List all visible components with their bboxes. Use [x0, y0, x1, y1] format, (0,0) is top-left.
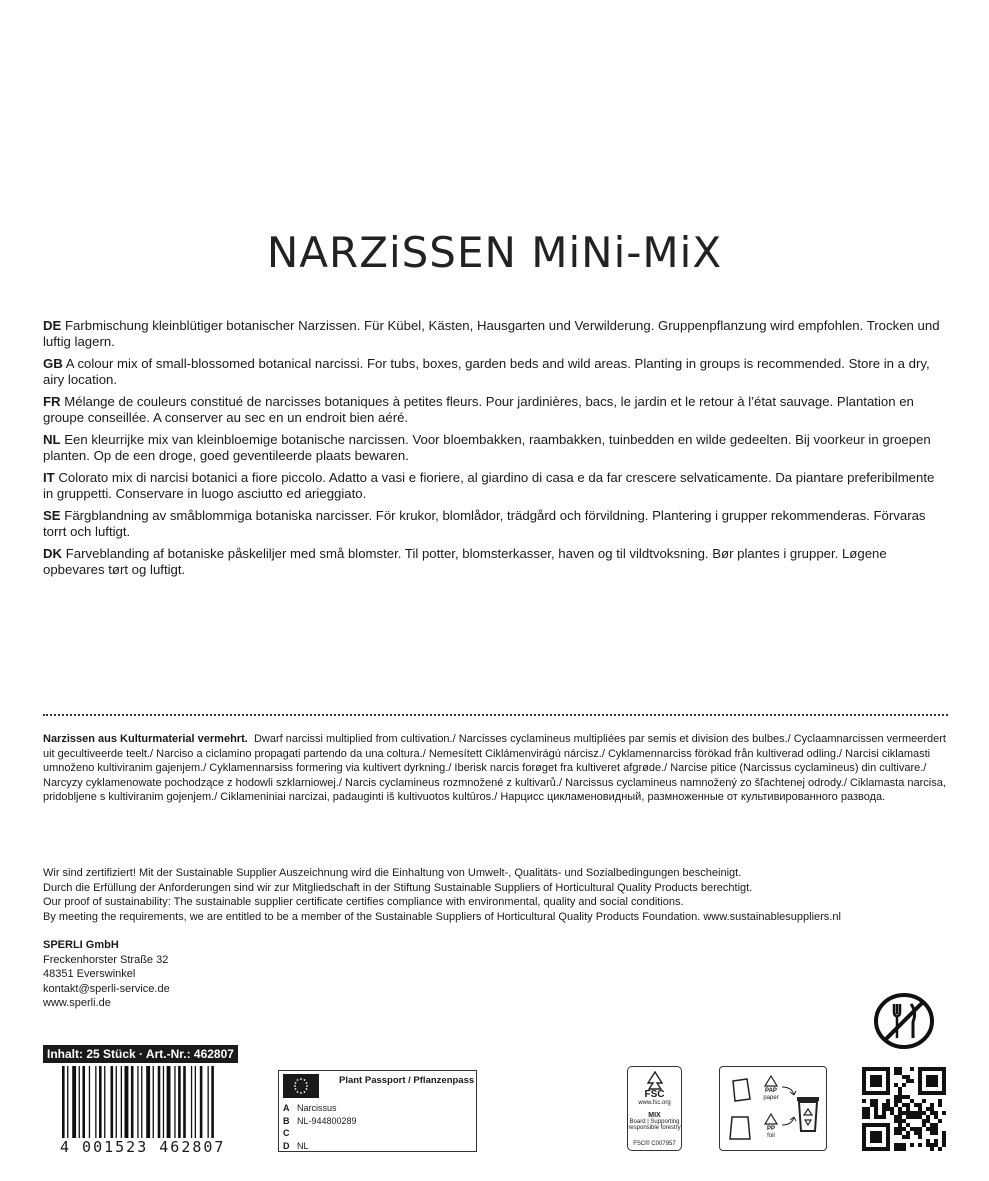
fsc-mix: MIX	[648, 1112, 661, 1119]
recycle-bin-icon	[795, 1093, 821, 1133]
cert-line: Wir sind zertifiziert! Mit der Sustainable Supplier Auszeichnung wird die Einhaltung von Umwelt-, Qualitäts- und Sozialbedingungen bescheinigt.	[43, 867, 742, 879]
street: Freckenhorster Straße 32	[43, 953, 169, 966]
fsc-site: www.fsc.org	[638, 1100, 671, 1106]
company-name: SPERLI GmbH	[43, 939, 119, 951]
description-fr: FR Mélange de couleurs constitué de narcisses botaniques à petites fleurs. Pour jardinières, bacs, le jardin et le retour à l’état sauvage. Plantation en groupe conseillée. A conserver au sec en un endroit bien aéré.	[43, 394, 914, 425]
fsc-license: FSC® C007957	[633, 1141, 676, 1147]
website: www.sperli.de	[43, 997, 111, 1009]
dotted-divider	[43, 714, 948, 716]
fsc-claim: Board | Supporting responsible forestry	[628, 1119, 681, 1131]
recycle-foil-icon	[764, 1113, 778, 1125]
passport-row-b: B NL-944800289	[283, 1115, 357, 1126]
recycle-paper-icon	[764, 1075, 778, 1087]
passport-title: Plant Passport / Pflanzenpass	[339, 1075, 475, 1086]
foil-code: PP	[766, 1126, 775, 1132]
bag-icon	[728, 1113, 752, 1141]
paper-code: PAP	[765, 1088, 777, 1094]
barcode	[60, 1066, 240, 1138]
qr-code	[862, 1067, 946, 1151]
fsc-logo-text: FSC	[644, 1089, 665, 1100]
product-title: NARZiSSEN MiNi-MiX	[266, 228, 723, 277]
description-gb: GB A colour mix of small-blossomed botanical narcissi. For tubs, boxes, garden beds and wild areas. Planting in groups is recommended. Store in a dry, airy location.	[43, 356, 930, 387]
passport-row-d: D NL	[283, 1140, 309, 1151]
cert-line: Our proof of sustainability: The sustainable supplier certificate certifies compliance with environmental, quality and social conditions.	[43, 896, 684, 908]
description-it: IT Colorato mix di narcisi botanici a fiore piccolo. Adatto a vasi e fioriere, al giardino di casa e da far crescere selvaticamente. Da piantare preferibilmente in gruppetti. Conservare in luogo asciutto ed arieggiato.	[43, 470, 935, 501]
passport-row-c: C	[283, 1128, 290, 1138]
recycling-label	[719, 1066, 827, 1151]
description-de: DE Farbmischung kleinblütiger botanischer Narzissen. Für Kübel, Kästen, Hausgarten und Verwilderung. Gruppenpflanzung wird empfohlen. Trocken und luftig lagern.	[43, 318, 940, 349]
description-se: SE Färgblandning av småblommiga botaniska narcisser. För krukor, blomlådor, trädgård och förvildning. Plantering i grupper rekommenderas. Förvaras torrt och luftigt.	[43, 508, 926, 539]
description-dk: DK Farveblanding af botaniske påskeliljer med små blomster. Til potter, blomsterkasser, haven og til vildtvoksning. Bør plantes i grupper. Løgene opbevares tørt og luftigt.	[43, 546, 887, 577]
company-address	[43, 938, 170, 1011]
cert-line: Durch die Erfüllung der Anforderungen sind wir zur Mitgliedschaft in der Stiftung Sustainable Suppliers of Horticultural Quality Products berechtigt.	[43, 881, 753, 894]
box-icon	[730, 1077, 752, 1103]
certification-block	[43, 866, 948, 924]
paper-label: paper	[763, 1095, 779, 1101]
origin-statement: Narzissen aus Kulturmaterial vermehrt. Dwarf narcissi multiplied from cultivation./ Narcisses cyclamineus multipliées par semis et division des bulbes./ Cyclaamnarcissen vermeerdert uit gecultiveerde teelt./ Narciso a ciclamino propagati partendo da una coltura./ Nemesített Ciklámenvirágú nárcisz./ Cyklamennarciss förökad från kultiverad odling./ Narcisi ciklamasti umnoženo kultiviranim gajenjem./ Cyklamennarsiss formering via kultivert dyrkning./ Iberisk narcis forøget fra kultiveret afgrøde./ Narcise pitice (Narcissus cyclamineus) din cultivare./ Narcyzy cyklamenowate pochodzące z hodowli szklarniowej./ Narcis cyclamineus rozmnožené z kultivarů./ Narcissus cyclamineus namnožený zo šľachtenej odrody./ Ciklamasta narcisa, pridobljene s kultiviranim gojenjem./ Ciklameniniai narcizai, padauginti iš kultivuotos kultūros./ Нарцисс цикламеновидный, размноженные от культивированного развода.	[43, 733, 946, 803]
fsc-tree-icon	[644, 1071, 666, 1091]
foil-label: foil	[767, 1133, 775, 1139]
plant-passport	[278, 1070, 477, 1152]
city: 48351 Everswinkel	[43, 968, 136, 980]
description-block	[43, 318, 948, 584]
description-nl: NL Een kleurrijke mix van kleinbloemige botanische narcissen. Voor bloembakken, raambakken, tuinbedden en wilde gedeelten. Bij voorkeur in groepen planten. Op de een droge, goed geventileerde plaats bewaren.	[43, 432, 931, 463]
eu-flag-icon	[283, 1074, 319, 1098]
not-edible-icon	[871, 992, 937, 1050]
barcode-digits: 4 001523 462807	[60, 1138, 226, 1156]
passport-row-a: A Narcissus	[283, 1103, 337, 1113]
contents-label: Inhalt: 25 Stück · Art.-Nr.: 462807	[43, 1045, 238, 1063]
cert-line: By meeting the requirements, we are entitled to be a member of the Sustainable Suppliers of Horticultural Quality Products Foundation. www.sustainablesuppliers.nl	[43, 910, 841, 923]
fsc-label	[627, 1066, 682, 1151]
email: kontakt@sperli-service.de	[43, 982, 170, 995]
